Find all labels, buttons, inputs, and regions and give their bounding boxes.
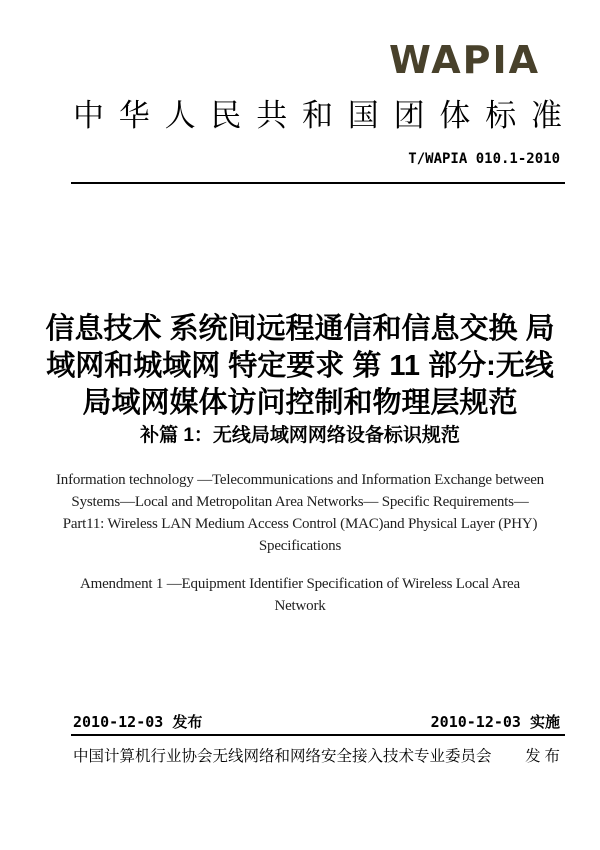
title-zh-line1: 信息技术 系统间远程通信和信息交换 局 (45, 313, 555, 345)
standard-number: T/WAPIA 010.1-2010 (408, 151, 560, 167)
document-title-en (40, 469, 560, 557)
wapia-logo: WAPIA (388, 38, 540, 82)
title-en-line3: Part11: Wireless LAN Medium Access Control (MAC)and Physical Layer (PHY) (62, 516, 538, 532)
issue-date: 2010-12-03 发布 (73, 713, 203, 731)
publisher-row (73, 747, 560, 767)
header-divider (71, 182, 565, 184)
publish-label: 发 布 (525, 748, 560, 765)
dates-row (73, 711, 560, 732)
amendment-title-en (40, 573, 560, 617)
title-zh-line3: 局域网媒体访问控制和物理层规范 (82, 387, 518, 419)
title-en-line1: Information technology —Telecommunications and Information Exchange between (56, 472, 544, 488)
implementation-date: 2010-12-03 实施 (430, 713, 560, 731)
document-title-zh (30, 311, 570, 422)
footer-divider (71, 734, 565, 736)
amendment-line2: Network (274, 598, 326, 614)
title-en-line2: Systems—Local and Metropolitan Area Networks— Specific Requirements— (71, 494, 529, 510)
document-subtitle-zh: 补篇 1：无线局域网网络设备标识规范 (140, 425, 460, 446)
title-zh-line2: 域网和城域网 特定要求 第 11 部分:无线 (46, 350, 554, 382)
national-standard-heading: 中华人民共和国团体标准 (73, 98, 562, 133)
title-en-line4: Specifications (258, 538, 342, 554)
amendment-line1: Amendment 1 —Equipment Identifier Specification of Wireless Local Area (80, 576, 520, 592)
publisher-name: 中国计算机行业协会无线网络和网络安全接入技术专业委员会 (73, 748, 492, 765)
